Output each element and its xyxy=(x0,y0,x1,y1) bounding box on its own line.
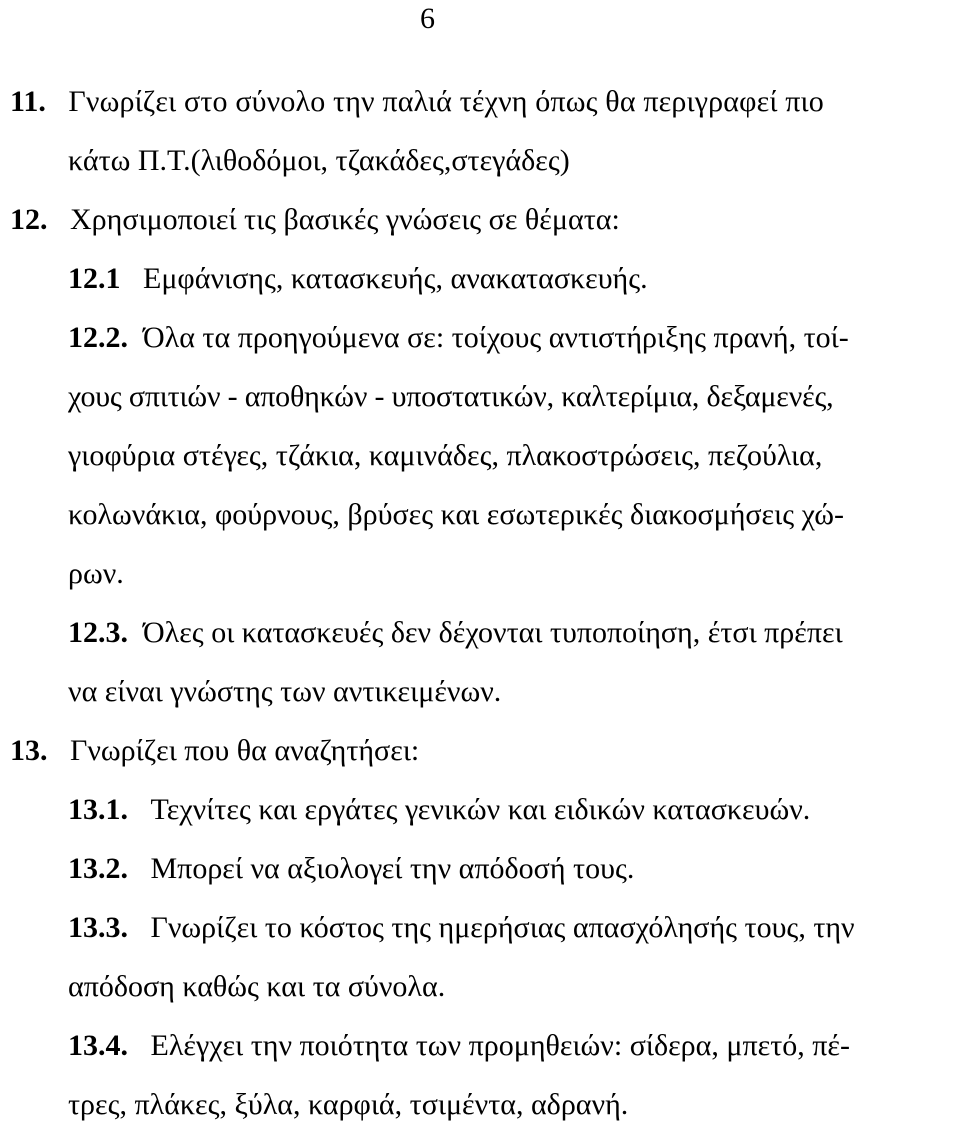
item-12 xyxy=(10,205,620,235)
item-12-3-number: 12.3. xyxy=(68,616,128,649)
item-12-2-text-line-1: Όλα τα προηγούμενα σε: τοίχους αντιστήριξης πρανή, τοί- xyxy=(143,321,849,354)
item-12-1-text: Εμφάνισης, κατασκευής, ανακατασκευής. xyxy=(143,262,648,295)
item-12-1-number: 12.1 xyxy=(68,262,121,295)
item-12-3-text-line-1: Όλες οι κατασκευές δεν δέχονται τυποποίηση, έτσι πρέπει xyxy=(143,616,843,649)
item-13-2-text: Μπορεί να αξιολογεί την απόδοσή τους. xyxy=(150,852,635,885)
item-13-3-text-line-2: απόδοση καθώς και τα σύνολα. xyxy=(68,970,446,1003)
item-12-2-number: 12.2. xyxy=(68,321,128,354)
item-11-number: 11. xyxy=(10,85,46,118)
item-12-1 xyxy=(68,264,648,294)
item-13-4-text-line-1: Ελέγχει την ποιότητα των προμηθειών: σίδερα, μπετό, πέ- xyxy=(150,1029,850,1062)
item-13-1-text: Τεχνίτες και εργάτες γενικών και ειδικών κατασκευών. xyxy=(150,793,811,826)
item-11-text-line-1: Γνωρίζει στο σύνολο την παλιά τέχνη όπως θα περιγραφεί πιο xyxy=(68,85,824,118)
item-12-2-text-line-3: γιοφύρια στέγες, τζάκια, καμινάδες, πλακοστρώσεις, πεζούλια, xyxy=(68,439,823,472)
item-13 xyxy=(10,736,419,766)
item-12-text: Χρησιμοποιεί τις βασικές γνώσεις σε θέματα: xyxy=(70,203,620,236)
item-12-number: 12. xyxy=(10,203,48,236)
item-12-2-text-line-2: χους σπιτιών - αποθηκών - υποστατικών, καλτερίμια, δεξαμενές, xyxy=(68,380,834,413)
item-13-3-text-line-1: Γνωρίζει το κόστος της ημερήσιας απασχόλησής τους, την xyxy=(150,911,855,944)
item-13-4-number: 13.4. xyxy=(68,1029,128,1062)
item-13-text: Γνωρίζει που θα αναζητήσει: xyxy=(70,734,420,767)
page-number: 6 xyxy=(420,2,435,35)
item-11 xyxy=(10,87,824,117)
item-13-1 xyxy=(68,795,810,825)
item-13-2 xyxy=(68,854,634,884)
item-13-number: 13. xyxy=(10,734,48,767)
item-13-1-number: 13.1. xyxy=(68,793,128,826)
item-13-4-text-line-2: τρες, πλάκες, ξύλα, καρφιά, τσιμέντα, αδρανή. xyxy=(68,1088,629,1121)
item-12-3 xyxy=(68,618,843,648)
item-11-text-line-2: κάτω Π.Τ.(λιθοδόμοι, τζακάδες,στεγάδες) xyxy=(68,144,570,177)
item-13-2-number: 13.2. xyxy=(68,852,128,885)
item-12-2-text-line-4: κολωνάκια, φούρνους, βρύσες και εσωτερικές διακοσμήσεις χώ- xyxy=(68,498,845,531)
item-13-4 xyxy=(68,1031,850,1061)
item-13-3 xyxy=(68,913,855,943)
item-12-2 xyxy=(68,323,849,353)
item-12-3-text-line-2: να είναι γνώστης των αντικειμένων. xyxy=(68,675,502,708)
item-13-3-number: 13.3. xyxy=(68,911,128,944)
item-12-2-text-line-5: ρων. xyxy=(68,557,124,590)
